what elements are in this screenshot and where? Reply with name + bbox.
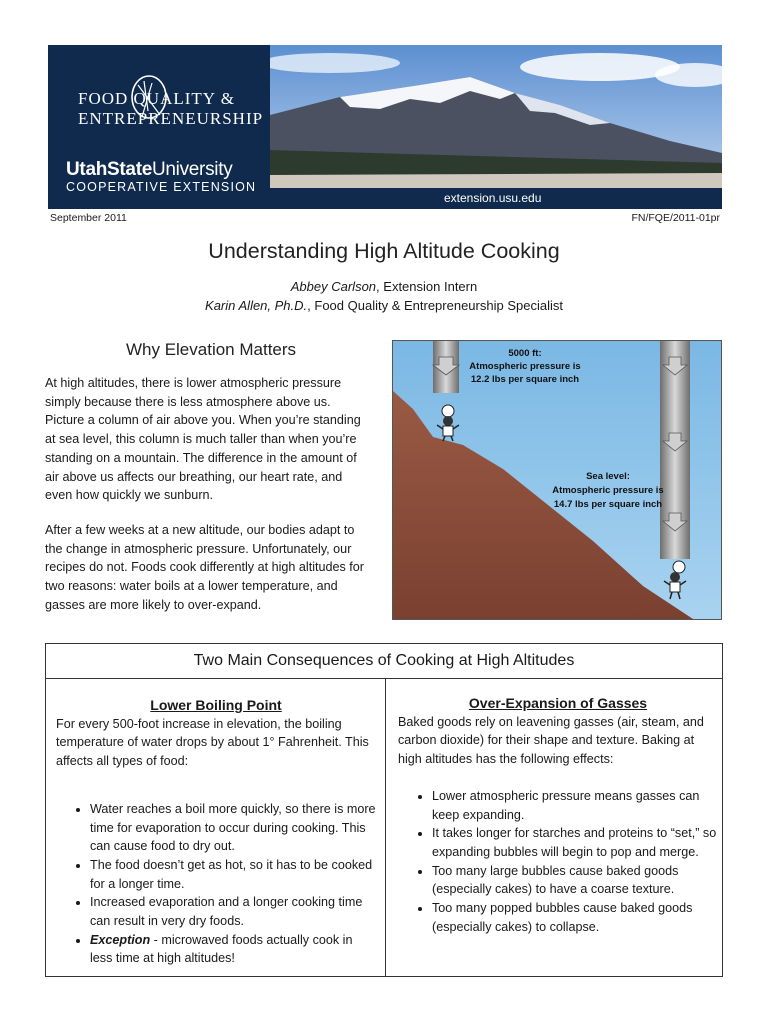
exception-text: - microwaved foods actually cook in less time at high altitudes! [90, 932, 353, 966]
label-bottom-line3: 14.7 lbs per square inch [553, 499, 663, 510]
university-bold: UtahState [66, 159, 152, 180]
author-1 [0, 279, 768, 294]
label-top-line1: 5000 ft: [508, 348, 542, 359]
gasses-intro: Baked goods rely on leavening gasses (air, steam, and carbon dioxide) for their shape and texture. Baking at high altitudes has the following effects: [398, 714, 704, 767]
list-item-exception [90, 931, 376, 968]
exception-label: Exception [90, 932, 151, 947]
column-divider [385, 678, 386, 976]
author-2-name: Karin Allen, Ph.D. [205, 298, 308, 313]
logo [48, 45, 270, 209]
list-item: • Lower atmospheric pressure means gasses can keep expanding. [432, 787, 718, 824]
list-item: • It takes longer for starches and proteins to “set,” so expanding bubbles will begin to pop and merge. [432, 824, 718, 861]
page-title: Understanding High Altitude Cooking [208, 239, 560, 263]
label-top-line2: Atmospheric pressure is [469, 361, 581, 372]
website-url[interactable]: extension.usu.edu [444, 191, 542, 205]
consequences-table [45, 643, 723, 977]
altitude-illustration [392, 340, 722, 620]
column-gas-expansion [398, 694, 718, 936]
label-bottom-line2: Atmospheric pressure is [552, 485, 664, 496]
list-item: • Water reaches a boil more quickly, so there is more time for evaporation to occur during cooking. This can cause food to dry out. [90, 800, 376, 856]
label-bottom-line1: Sea level: [586, 471, 630, 482]
author-2-role: , Food Quality & Entrepreneurship Specialist [307, 298, 563, 313]
column-title-boiling: Lower Boiling Point [150, 697, 282, 713]
section-heading-why: Why Elevation Matters [125, 340, 297, 359]
author-2 [0, 298, 768, 313]
list-item: • Increased evaporation and a longer cooking time can result in very dry foods. [90, 893, 376, 930]
paragraph-2: After a few weeks at a new altitude, our bodies adapt to the change in atmospheric pressure. Unfortunately, our recipes do not. Foods cook differently at high altitudes for two reasons: water boils at a lower temperature, and gasses are more likely to over-expand. [45, 523, 364, 612]
university-rest: University [151, 159, 233, 180]
list-item: • The food doesn’t get as hot, so it has to be cooked for a longer time. [90, 856, 376, 893]
logo-line2: ENTREPRENEURSHIP [78, 109, 264, 128]
table-heading: Two Main Consequences of Cooking at High Altitudes [46, 644, 722, 679]
publication-code: FN/FQE/2011-01pr [631, 212, 720, 224]
label-top-line3: 12.2 lbs per square inch [470, 374, 580, 385]
list-item: • Too many large bubbles cause baked goods (especially cakes) to have a coarse texture. [432, 862, 718, 899]
paragraph-1: At high altitudes, there is lower atmospheric pressure simply because there is less atmosphere above us. Picture a column of air above you. When you’re standing at sea level, this column is much taller than when you’re standing on a mountain. The difference in the amount of air above us affects our breathing, our heart rate, and even how quickly we sunburn. [45, 376, 361, 503]
cooperative-extension: COOPERATIVE EXTENSION [66, 180, 257, 194]
boiling-list [56, 800, 376, 968]
mountain-photo [270, 45, 722, 188]
list-item: • Too many popped bubbles cause baked goods (especially cakes) to collapse. [432, 899, 718, 936]
header-banner [48, 45, 722, 209]
column-title-gasses: Over-Expansion of Gasses [468, 695, 648, 711]
logo-line1: FOOD QUALITY & [78, 89, 235, 108]
altitude-diagram [393, 341, 722, 620]
boiling-intro: For every 500-foot increase in elevation, the boiling temperature of water drops by about 1° Fahrenheit. This affects all types of food: [56, 716, 369, 769]
gasses-list [398, 787, 718, 937]
author-1-name: Abbey Carlson [290, 279, 377, 294]
university-name [66, 159, 232, 181]
publication-date: September 2011 [50, 212, 127, 224]
column-boiling-point [56, 694, 376, 968]
author-1-role: , Extension Intern [376, 279, 478, 294]
